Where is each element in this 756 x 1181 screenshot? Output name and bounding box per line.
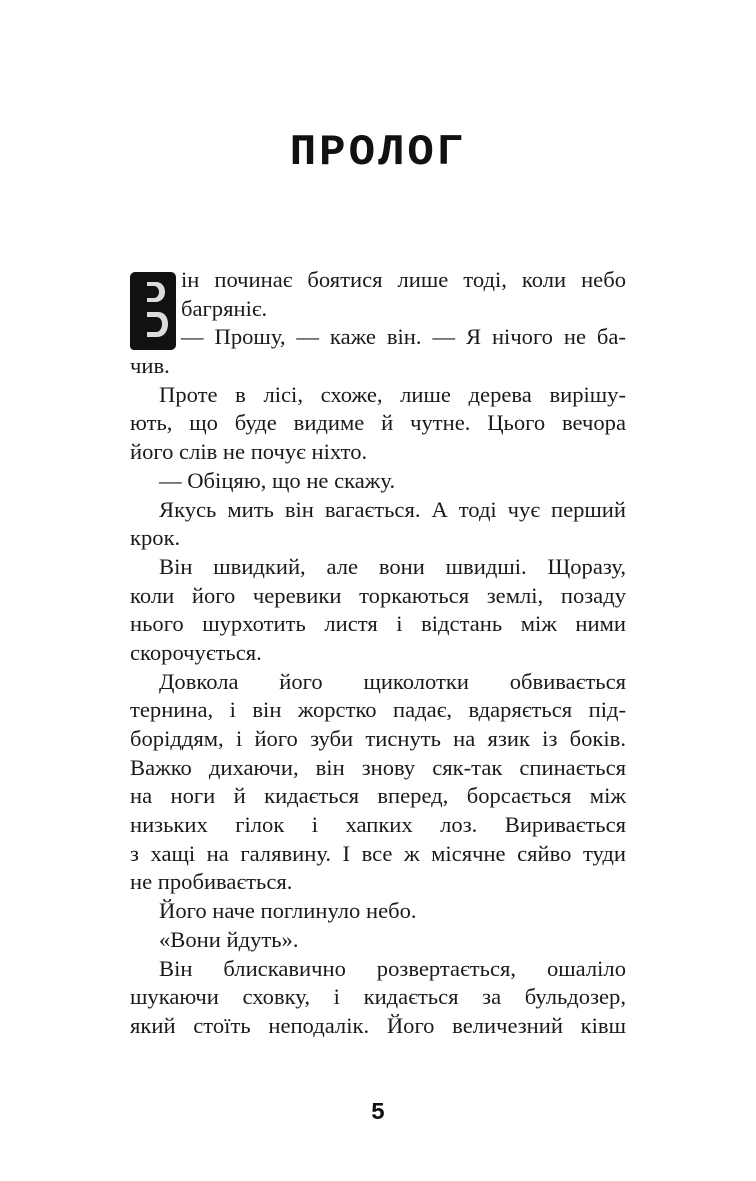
- text-line: ють, що буде видиме й чутне. Цього вечора: [130, 410, 626, 436]
- text-line: його слів не почує ніхто.: [130, 439, 368, 465]
- text-line: з хащі на галявину. І все ж місячне сяйво туди: [130, 840, 626, 866]
- text-line: крок.: [130, 525, 181, 551]
- text-line: шукаючи сховку, і кидається за бульдозер,: [130, 984, 626, 1010]
- text-line: скорочується.: [130, 639, 262, 665]
- text-line: Його наче поглинуло небо.: [159, 898, 417, 924]
- text-line: «Вони йдуть».: [159, 926, 299, 952]
- text-line: нього шурхотить листя і відстань між ними: [130, 611, 626, 637]
- text-line: Якусь мить він вагається. А тоді чує перший: [159, 496, 626, 522]
- body-text: [130, 266, 626, 1041]
- drop-cap-letter: [130, 272, 176, 350]
- text-line: не пробивається.: [130, 869, 293, 895]
- text-line: багряніє.: [181, 295, 268, 321]
- text-line: чив.: [130, 353, 170, 379]
- text-line: тернина, і він жорстко падає, вдаряється під-: [130, 697, 626, 723]
- text-line: Проте в лісі, схоже, лише дерева вирішу-: [159, 381, 626, 407]
- text-line: — Обіцяю, що не скажу.: [159, 467, 396, 493]
- text-line: на ноги й кидається вперед, борсається між: [130, 783, 626, 809]
- page-number: 5: [370, 1100, 386, 1127]
- text-line: Він блискавично розвертається, ошаліло: [159, 955, 626, 981]
- text-line: — Прошу, — каже він. — Я нічого не ба-: [181, 324, 626, 350]
- text-line: Він швидкий, але вони швидші. Щоразу,: [159, 553, 626, 579]
- text-line: Важко дихаючи, він знову сяк-так спинається: [130, 754, 626, 780]
- text-line: коли його черевики торкаються землі, позаду: [130, 582, 626, 608]
- text-line: боріддям, і його зуби тиснуть на язик із боків.: [130, 726, 626, 751]
- text-line: який стоїть неподалік. Його величезний ківш: [130, 1012, 626, 1038]
- text-line: низьких гілок і хапких лоз. Виривається: [130, 812, 626, 838]
- text-line: ін починає боятися лише тоді, коли небо: [181, 267, 626, 292]
- chapter-title: ПРОЛОГ: [289, 128, 467, 178]
- text-line: Довкола його щиколотки обвивається: [159, 668, 626, 694]
